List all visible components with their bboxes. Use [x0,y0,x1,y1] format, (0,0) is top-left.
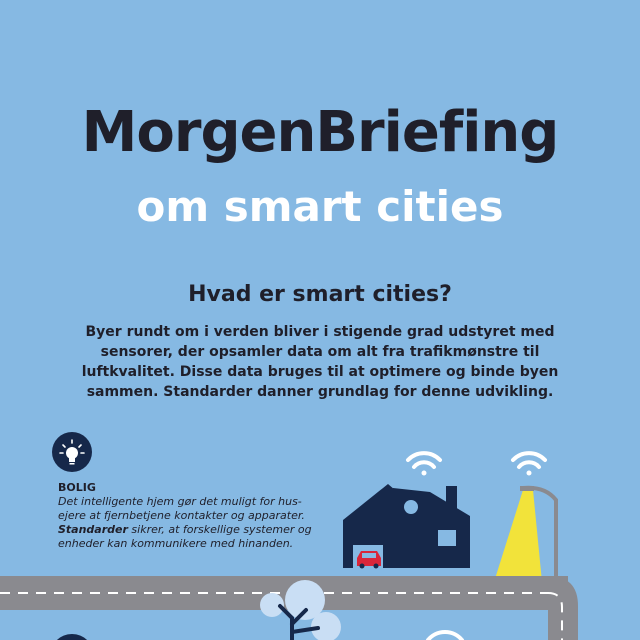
bolig-text-part2: sikrer, at forskellige systemer og enheder kan kommunikere med hinanden. [58,523,312,550]
page-title: MorgenBriefing [81,100,559,165]
page-subtitle: om smart cities [136,182,504,231]
bolig-text-bold: Standarder [58,523,128,536]
wifi-icon-bottom [428,632,462,640]
wifi-icon-lamp [513,453,545,475]
bolig-label: BOLIG [58,481,96,494]
car-icon [357,551,381,569]
house-icon [343,484,470,569]
wifi-icon-house [408,453,440,475]
intro-paragraph: Byer rundt om i verden bliver i stigende grad udstyret med sensorer, der opsamler data om alt fra trafikmønstre til luftkvalitet. Disse data bruges til at optimere og binde byen sammen. Standarder danner grundlag for denne udvikling. [81,324,559,400]
section-heading: Hvad er smart cities? [188,282,452,307]
street-lamp-icon [494,486,556,582]
bolig-text-part1: Det intelligente hjem gør det muligt for hus-ejere at fjernbetjene kontakter og apparater. [58,495,305,522]
next-section-badge [50,634,94,640]
